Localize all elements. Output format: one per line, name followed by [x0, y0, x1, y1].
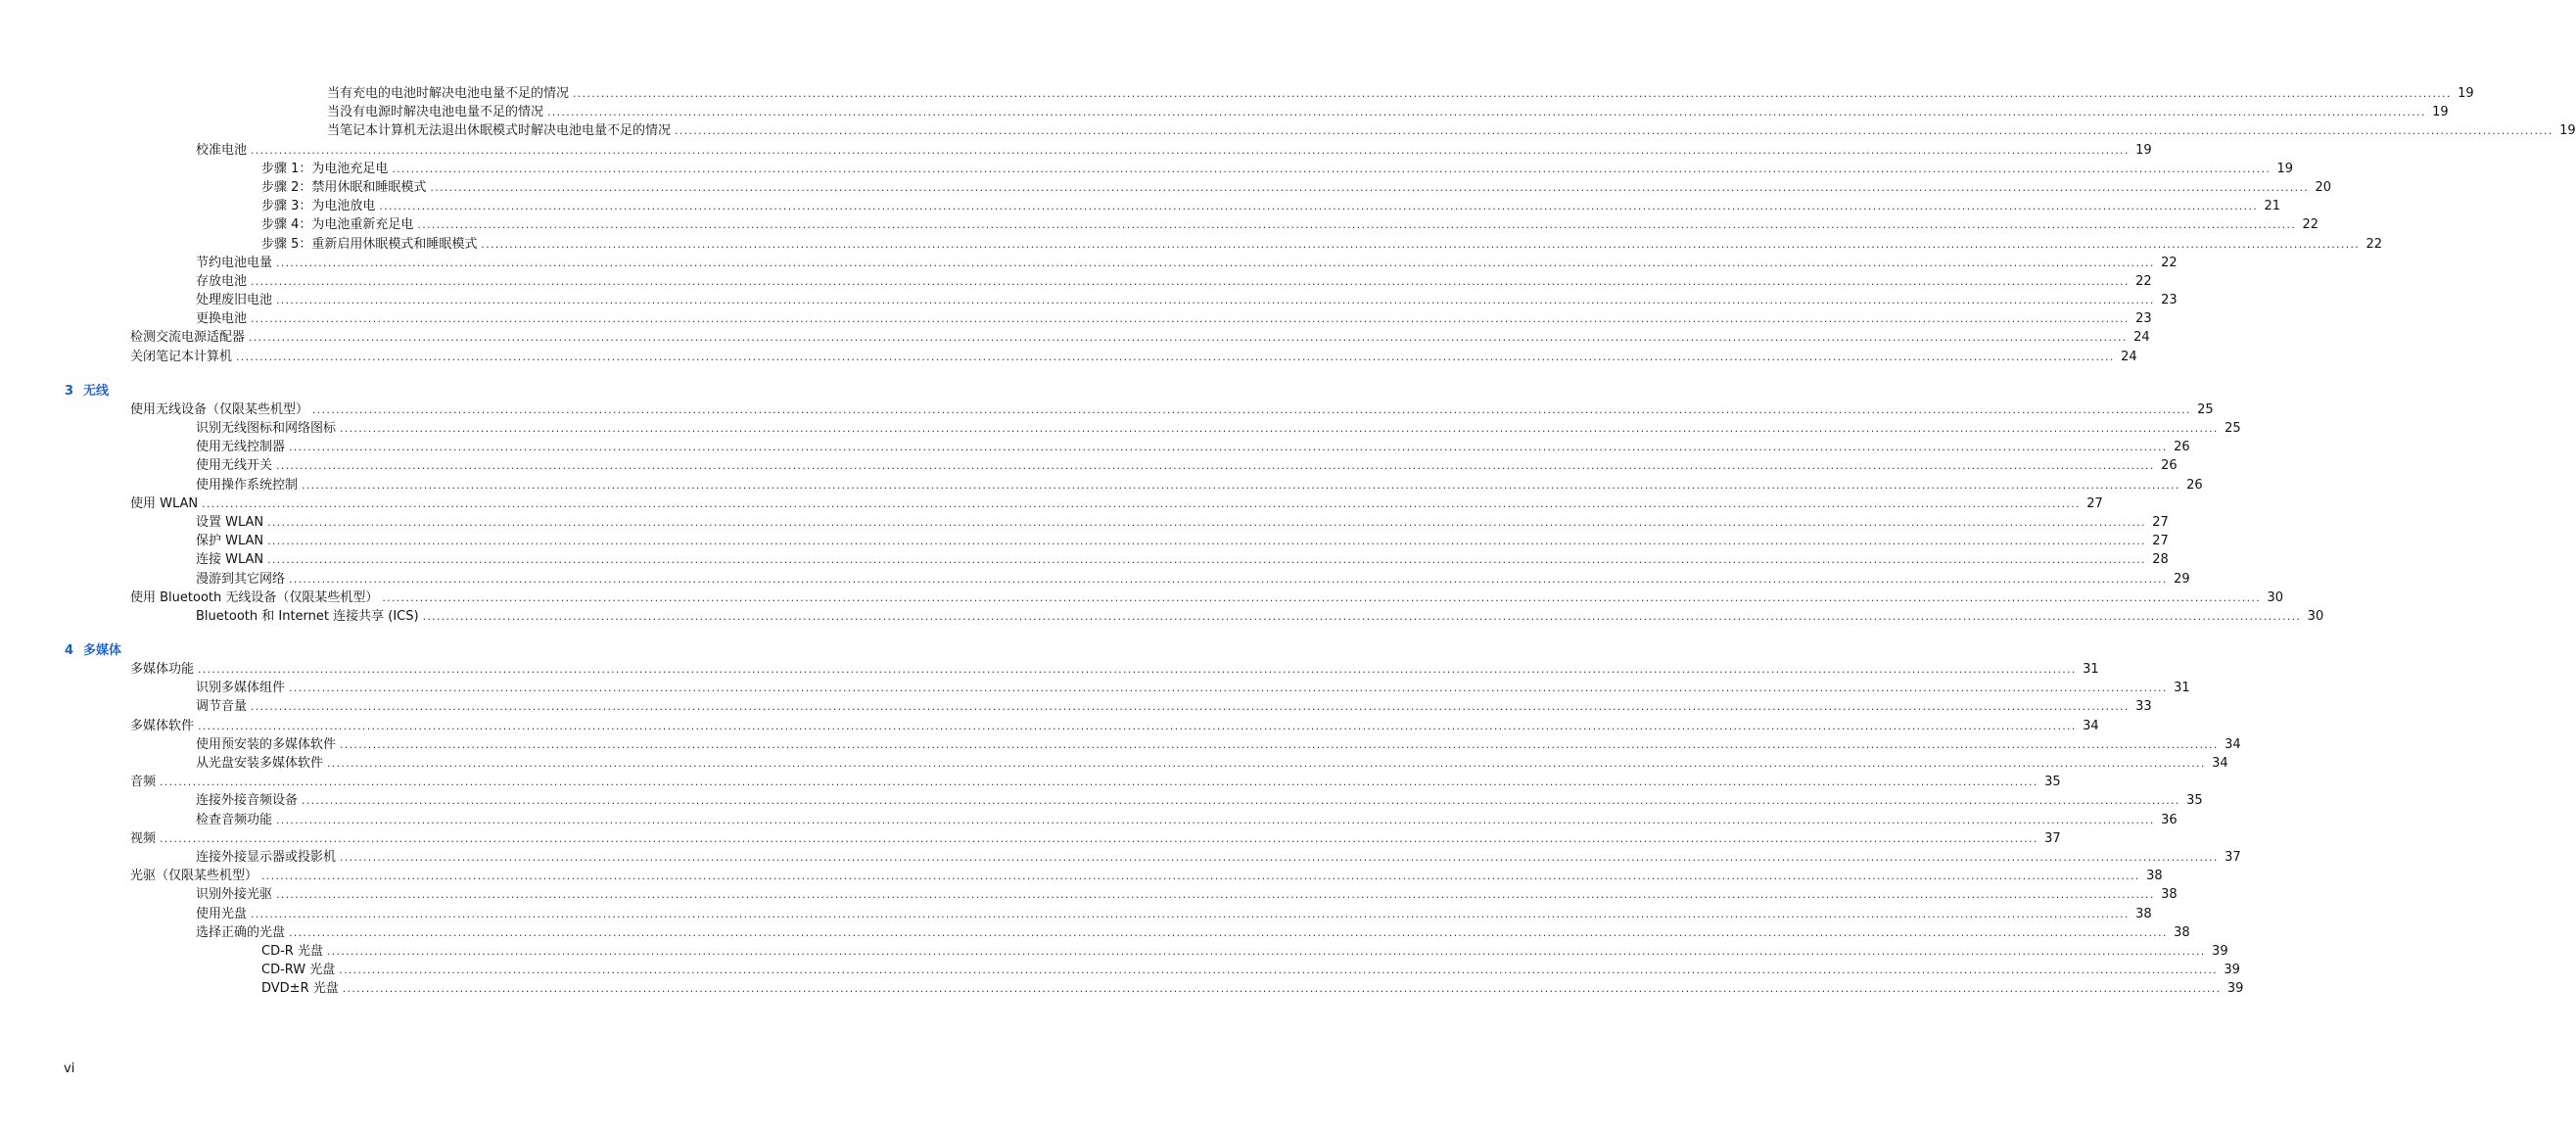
toc-entry-page: 31 — [2174, 681, 2190, 696]
dot-leader: ................................................................................................................................................................................................................................................................................................................................................................................................................ — [251, 274, 2130, 288]
toc-entry-title: 选择正确的光盘 — [196, 924, 286, 940]
chapter-title: 无线 — [83, 383, 110, 399]
toc-entry-page: 23 — [2135, 311, 2152, 327]
toc-entry[interactable] — [196, 848, 2241, 867]
toc-entry-page: 38 — [2161, 887, 2178, 903]
toc-entry[interactable] — [196, 791, 2203, 810]
toc-entry-page: 22 — [2302, 217, 2319, 233]
toc-entry-title: 视频 — [130, 830, 157, 846]
dot-leader: ................................................................................................................................................................................................................................................................................................................................................................................................................ — [340, 422, 2219, 435]
toc-entry-title: 连接外接显示器或投影机 — [196, 849, 337, 865]
toc-entry-title: 使用操作系统控制 — [196, 477, 299, 493]
toc-entry[interactable] — [261, 942, 2228, 961]
toc-entry[interactable] — [196, 570, 2190, 589]
toc-entry-title: 连接 WLAN — [196, 552, 264, 568]
toc-entry-title: 步骤 5：重新启用休眠模式和睡眠模式 — [261, 236, 478, 252]
toc-entry[interactable] — [327, 84, 2474, 103]
toc-entry-title: 当笔记本计算机无法退出休眠模式时解决电池电量不足的情况 — [327, 123, 672, 139]
toc-entry-title: 保护 WLAN — [196, 534, 264, 549]
toc-entry-page: 38 — [2135, 906, 2152, 921]
toc-entry-page: 34 — [2212, 756, 2228, 771]
toc-entry-page: 35 — [2186, 793, 2203, 809]
toc-entry[interactable] — [196, 905, 2152, 923]
toc-entry[interactable] — [196, 885, 2178, 904]
toc-entry-page: 27 — [2086, 495, 2103, 511]
dot-leader: ................................................................................................................................................................................................................................................................................................................................................................................................................ — [276, 813, 2155, 826]
toc-entry-page: 39 — [2226, 981, 2244, 997]
dot-leader: ................................................................................................................................................................................................................................................................................................................................................................................................................ — [379, 200, 2259, 213]
toc-entry-title: 识别多媒体组件 — [196, 681, 286, 696]
toc-entry-title: 存放电池 — [196, 273, 248, 289]
toc-entry-title: 音频 — [130, 775, 157, 790]
toc-entry[interactable] — [196, 811, 2178, 829]
dot-leader: ................................................................................................................................................................................................................................................................................................................................................................................................................ — [289, 682, 2168, 695]
toc-entry-page: 22 — [2161, 255, 2178, 270]
dot-leader: ................................................................................................................................................................................................................................................................................................................................................................................................................ — [339, 964, 2218, 977]
dot-leader: ................................................................................................................................................................................................................................................................................................................................................................................................................ — [326, 944, 2206, 958]
toc-entry-title: 设置 WLAN — [196, 514, 264, 530]
dot-leader: ................................................................................................................................................................................................................................................................................................................................................................................................................ — [302, 794, 2180, 808]
toc-entry-page: 28 — [2152, 552, 2169, 568]
toc-entry-title: 光驱（仅限某些机型） — [130, 869, 258, 884]
toc-entry-page: 34 — [2083, 718, 2099, 733]
toc-entry[interactable] — [261, 160, 2294, 178]
toc-entry-page: 33 — [2135, 699, 2152, 715]
toc-entry[interactable] — [130, 773, 2061, 791]
dot-leader: ................................................................................................................................................................................................................................................................................................................................................................................................................ — [267, 553, 2146, 567]
toc-entry[interactable] — [130, 867, 2163, 885]
toc-entry-page: 19 — [2135, 142, 2152, 158]
toc-entry-title: 步骤 2：禁用休眠和睡眠模式 — [261, 179, 427, 195]
toc-entry-page: 19 — [2432, 105, 2449, 120]
toc-entry[interactable] — [196, 550, 2169, 569]
toc-entry-page: 24 — [2121, 349, 2137, 364]
toc-entry[interactable] — [196, 754, 2228, 773]
toc-entry-page: 34 — [2225, 736, 2241, 752]
toc-entry-title: 识别外接光驱 — [196, 887, 273, 903]
toc-entry[interactable] — [130, 717, 2099, 735]
toc-entry-title: 多媒体软件 — [130, 718, 195, 733]
dot-leader: ................................................................................................................................................................................................................................................................................................................................................................................................................ — [312, 402, 2191, 416]
dot-leader: ................................................................................................................................................................................................................................................................................................................................................................................................................ — [251, 143, 2130, 157]
toc-entry-page: 23 — [2161, 293, 2178, 308]
toc-entry-page: 19 — [2559, 123, 2576, 139]
dot-leader: ................................................................................................................................................................................................................................................................................................................................................................................................................ — [547, 106, 2426, 119]
toc-entry-page: 39 — [2224, 963, 2240, 978]
toc-entry-page: 22 — [2365, 236, 2383, 252]
dot-leader: ................................................................................................................................................................................................................................................................................................................................................................................................................ — [261, 870, 2140, 883]
toc-entry-page: 27 — [2152, 514, 2169, 530]
dot-leader: ................................................................................................................................................................................................................................................................................................................................................................................................................ — [417, 218, 2297, 232]
toc-entry-page: 26 — [2186, 477, 2203, 493]
toc-entry[interactable] — [261, 961, 2240, 979]
toc-entry-page: 30 — [2307, 608, 2324, 624]
page-number: vi — [64, 1061, 75, 1076]
toc-entry[interactable] — [130, 328, 2150, 347]
dot-leader: ................................................................................................................................................................................................................................................................................................................................................................................................................ — [198, 663, 2077, 677]
toc-entry[interactable] — [261, 178, 2332, 197]
toc-entry[interactable] — [327, 103, 2449, 121]
table-of-contents — [0, 84, 2576, 998]
dot-leader: ................................................................................................................................................................................................................................................................................................................................................................................................................ — [251, 907, 2130, 920]
dot-leader: ................................................................................................................................................................................................................................................................................................................................................................................................................ — [198, 719, 2077, 732]
toc-entry-page: 21 — [2264, 199, 2281, 214]
toc-entry-title: 步骤 1：为电池充足电 — [261, 161, 389, 176]
chapter-heading[interactable] — [65, 382, 850, 401]
dot-leader: ................................................................................................................................................................................................................................................................................................................................................................................................................ — [382, 590, 2262, 604]
toc-entry[interactable] — [130, 660, 2099, 679]
toc-entry-page: 26 — [2174, 440, 2190, 455]
toc-entry-title: CD-R 光盘 — [261, 943, 323, 959]
toc-entry-title: DVD±R 光盘 — [261, 981, 339, 997]
toc-entry-title: 连接外接音频设备 — [196, 793, 299, 809]
dot-leader: ................................................................................................................................................................................................................................................................................................................................................................................................................ — [392, 162, 2272, 175]
toc-entry-title: 识别无线图标和网络图标 — [196, 421, 337, 436]
dot-leader: ................................................................................................................................................................................................................................................................................................................................................................................................................ — [251, 700, 2130, 714]
toc-entry[interactable] — [130, 829, 2061, 848]
toc-entry-page: 19 — [2276, 161, 2294, 176]
dot-leader: ................................................................................................................................................................................................................................................................................................................................................................................................................ — [481, 237, 2361, 251]
toc-entry[interactable] — [196, 272, 2152, 291]
toc-entry-title: 漫游到其它网络 — [196, 571, 286, 587]
dot-leader: ................................................................................................................................................................................................................................................................................................................................................................................................................ — [267, 535, 2146, 548]
dot-leader: ................................................................................................................................................................................................................................................................................................................................................................................................................ — [289, 441, 2168, 454]
toc-entry[interactable] — [196, 438, 2190, 456]
toc-entry-title: CD-RW 光盘 — [261, 963, 336, 978]
dot-leader: ................................................................................................................................................................................................................................................................................................................................................................................................................ — [202, 496, 2081, 510]
toc-entry-title: 多媒体功能 — [130, 662, 195, 678]
dot-leader: ................................................................................................................................................................................................................................................................................................................................................................................................................ — [249, 331, 2128, 345]
toc-entry-page: 37 — [2044, 830, 2061, 846]
toc-entry[interactable] — [196, 697, 2152, 716]
dot-leader: ................................................................................................................................................................................................................................................................................................................................................................................................................ — [160, 776, 2038, 789]
dot-leader: ................................................................................................................................................................................................................................................................................................................................................................................................................ — [289, 572, 2168, 586]
dot-leader: ................................................................................................................................................................................................................................................................................................................................................................................................................ — [276, 459, 2155, 473]
toc-entry[interactable] — [261, 979, 2244, 998]
dot-leader: ................................................................................................................................................................................................................................................................................................................................................................................................................ — [276, 888, 2155, 902]
toc-entry-title: 从光盘安装多媒体软件 — [196, 756, 324, 771]
toc-entry[interactable] — [196, 141, 2152, 160]
toc-entry-title: 使用预安装的多媒体软件 — [196, 736, 337, 752]
toc-entry[interactable] — [130, 589, 2284, 607]
toc-entry[interactable] — [196, 254, 2178, 272]
toc-entry[interactable] — [196, 735, 2241, 754]
toc-entry-page: 29 — [2174, 571, 2190, 587]
toc-entry[interactable] — [130, 495, 2103, 513]
dot-leader: ................................................................................................................................................................................................................................................................................................................................................................................................................ — [160, 831, 2038, 845]
toc-entry[interactable] — [196, 419, 2241, 438]
toc-entry-page: 35 — [2044, 775, 2061, 790]
toc-entry-page: 26 — [2161, 458, 2178, 474]
toc-entry-title: 检查音频功能 — [196, 812, 273, 827]
dot-leader: ................................................................................................................................................................................................................................................................................................................................................................................................................ — [340, 850, 2219, 864]
toc-entry[interactable] — [130, 348, 2137, 366]
toc-entry-title: 更换电池 — [196, 311, 248, 327]
dot-leader: ................................................................................................................................................................................................................................................................................................................................................................................................................ — [251, 312, 2130, 326]
toc-entry[interactable] — [196, 513, 2169, 532]
toc-entry-page: 36 — [2161, 812, 2178, 827]
toc-entry[interactable] — [196, 291, 2178, 309]
toc-entry[interactable] — [196, 309, 2152, 328]
toc-entry-title: 调节音量 — [196, 699, 248, 715]
dot-leader: ................................................................................................................................................................................................................................................................................................................................................................................................................ — [342, 982, 2222, 996]
toc-entry-title: 使用无线控制器 — [196, 440, 286, 455]
chapter-number: 3 — [65, 383, 74, 399]
toc-entry-page: 25 — [2197, 401, 2214, 417]
chapter-title: 多媒体 — [83, 643, 122, 659]
toc-entry[interactable] — [196, 607, 2324, 626]
toc-entry-title: 步骤 3：为电池放电 — [261, 199, 376, 214]
toc-entry-title: 使用无线开关 — [196, 458, 273, 474]
toc-entry-page: 27 — [2152, 534, 2169, 549]
toc-entry[interactable] — [196, 456, 2178, 475]
toc-entry-title: Bluetooth 和 Internet 连接共享 (ICS) — [196, 608, 419, 624]
dot-leader: ................................................................................................................................................................................................................................................................................................................................................................................................................ — [267, 515, 2146, 529]
chapter-heading[interactable] — [65, 641, 850, 660]
toc-entry-title: 使用 Bluetooth 无线设备（仅限某些机型） — [130, 589, 379, 605]
toc-entry-page: 19 — [2458, 86, 2474, 101]
toc-entry-title: 关闭笔记本计算机 — [130, 349, 233, 364]
dot-leader: ................................................................................................................................................................................................................................................................................................................................................................................................................ — [340, 737, 2219, 751]
dot-leader: ................................................................................................................................................................................................................................................................................................................................................................................................................ — [675, 124, 2553, 138]
toc-entry-page: 20 — [2315, 179, 2332, 195]
toc-entry[interactable] — [196, 532, 2169, 550]
toc-entry-page: 25 — [2225, 421, 2241, 436]
toc-entry[interactable] — [196, 476, 2203, 495]
toc-entry-title: 校准电池 — [196, 142, 248, 158]
toc-entry[interactable] — [261, 235, 2383, 254]
toc-entry-title: 使用 WLAN — [130, 495, 199, 511]
toc-entry-page: 38 — [2174, 924, 2190, 940]
toc-entry[interactable] — [196, 923, 2190, 942]
dot-leader: ................................................................................................................................................................................................................................................................................................................................................................................................................ — [422, 609, 2302, 623]
toc-entry[interactable] — [261, 215, 2319, 234]
toc-entry[interactable] — [261, 197, 2281, 215]
toc-entry-page: 24 — [2133, 330, 2150, 346]
toc-entry-page: 37 — [2225, 849, 2241, 865]
toc-entry-title: 使用无线设备（仅限某些机型） — [130, 401, 309, 417]
toc-entry-title: 节约电池电量 — [196, 255, 273, 270]
dot-leader: ................................................................................................................................................................................................................................................................................................................................................................................................................ — [327, 757, 2206, 770]
toc-entry[interactable] — [130, 401, 2214, 419]
dot-leader: ................................................................................................................................................................................................................................................................................................................................................................................................................ — [573, 87, 2452, 100]
toc-entry-page: 22 — [2135, 273, 2152, 289]
dot-leader: ................................................................................................................................................................................................................................................................................................................................................................................................................ — [430, 180, 2310, 194]
toc-entry[interactable] — [196, 679, 2190, 697]
toc-entry[interactable] — [327, 121, 2576, 140]
dot-leader: ................................................................................................................................................................................................................................................................................................................................................................................................................ — [289, 925, 2168, 939]
toc-entry-page: 39 — [2212, 943, 2228, 959]
dot-leader: ................................................................................................................................................................................................................................................................................................................................................................................................................ — [302, 478, 2180, 492]
toc-entry-title: 检测交流电源适配器 — [130, 330, 246, 346]
dot-leader: ................................................................................................................................................................................................................................................................................................................................................................................................................ — [276, 294, 2155, 307]
dot-leader: ................................................................................................................................................................................................................................................................................................................................................................................................................ — [276, 256, 2155, 269]
toc-entry-page: 30 — [2267, 589, 2284, 605]
chapter-number: 4 — [65, 643, 74, 659]
toc-entry-title: 当没有电源时解决电池电量不足的情况 — [327, 105, 544, 120]
toc-entry-page: 38 — [2146, 869, 2163, 884]
toc-entry-title: 使用光盘 — [196, 906, 248, 921]
toc-entry-title: 步骤 4：为电池重新充足电 — [261, 217, 414, 233]
dot-leader: ................................................................................................................................................................................................................................................................................................................................................................................................................ — [236, 350, 2115, 363]
toc-entry-title: 处理废旧电池 — [196, 293, 273, 308]
toc-entry-page: 31 — [2083, 662, 2099, 678]
toc-entry-title: 当有充电的电池时解决电池电量不足的情况 — [327, 86, 570, 101]
